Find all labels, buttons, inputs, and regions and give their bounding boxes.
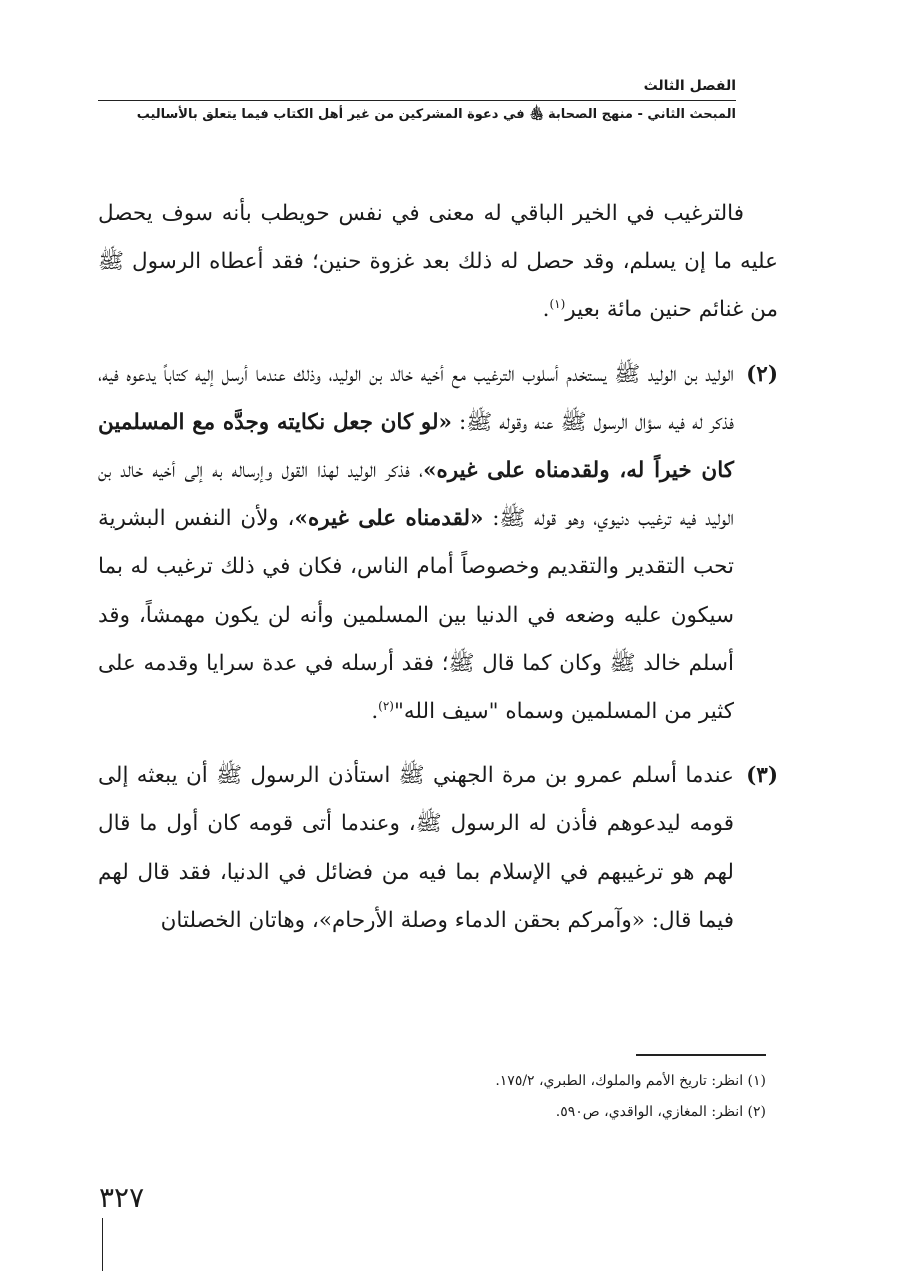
running-header (98, 76, 736, 126)
hadith-quote-2: «لقدمناه على غيره» (294, 506, 484, 532)
footnotes (126, 1066, 766, 1128)
chapter-title: الفصل الثالث (643, 78, 736, 94)
hadith-quote-1: «لو كان جعل نكايته وجدَّه مع المسلمين كان خيراً له، ولقدمناه على غيره» (98, 409, 734, 484)
numbered-item-2 (98, 351, 778, 737)
item-2-text-3: ، ولأن النفس البشرية تحب التقدير والتقديم وخصوصاً أمام الناس، فكان في ذلك ترغيب له بما سيكون عليه وضعه في الدنيا بين المسلمين وأنه لن يكون مهمشاً، وقد أسلم خالد ﷺ وكان كما قال ﷺ؛ فقد أرسله في عدة سرايا وقدمه على كثير من المسلمين وسماه "سيف الله" (98, 506, 734, 725)
item-3-text: عندما أسلم عمرو بن مرة الجهني ﷺ استأذن الرسول ﷺ أن يبعثه إلى قومه ليدعوهم فأذن له الرسول ﷺ، وعندما أتى قومه كان أول ما قال لهم هو ترغيبهم في الإسلام بما فيه من فضائل في الدنيا، فقد قال لهم فيما قال: «وآمركم بحقن الدماء وصلة الأرحام»، وهاتان الخصلتان (98, 763, 734, 933)
page-number: ٣٢٧ (99, 1181, 145, 1214)
footnote-2: (٢) انظر: المغازي، الواقدي، ص٥٩٠. (555, 1104, 766, 1120)
footnote-ref-1: (١) (549, 297, 566, 312)
main-text (98, 190, 778, 945)
footnote-1: (١) انظر: تاريخ الأمم والملوك، الطبري، ١٧٥/٢. (495, 1073, 766, 1089)
item-number-3: (٣) (746, 763, 778, 789)
paragraph-1-text: فالترغيب في الخير الباقي له معنى في نفس حويطب بأنه سوف يحصل عليه ما إن يسلم، وقد حصل له ذلك بعد غزوة حنين؛ فقد أعطاه الرسول ﷺ من غنائم حنين مائة بعير (98, 201, 778, 323)
item-2-text-1: الوليد بن الوليد ﷺ يستخدم أسلوب الترغيب مع أخيه خالد بن الوليد، وذلك عندما أرسل إليه كتاباً يدعوه فيه، فذكر له فيه سؤال الرسول ﷺ عنه وقوله ﷺ: (98, 361, 734, 435)
header-divider (98, 100, 736, 101)
numbered-item-3 (98, 752, 778, 945)
paragraph-1-end: . (542, 297, 550, 323)
footnote-divider (636, 1054, 766, 1056)
item-2-end: . (371, 699, 379, 725)
footnote-ref-2: (٢) (378, 698, 394, 713)
paragraph-1 (98, 190, 778, 335)
margin-rule (102, 1218, 103, 1271)
item-number-2: (٢) (746, 361, 778, 387)
item-2-text-2: ، فذكر الوليد لهذا القول وإرساله به إلى أخيه خالد بن الوليد فيه ترغيب دنيوي، وهو قوله ﷺ: (98, 458, 734, 532)
section-title: المبحث الثاني - منهج الصحابة ﵃ في دعوة المشركين من غير أهل الكتاب فيما يتعلق بالأساليب (136, 107, 736, 122)
